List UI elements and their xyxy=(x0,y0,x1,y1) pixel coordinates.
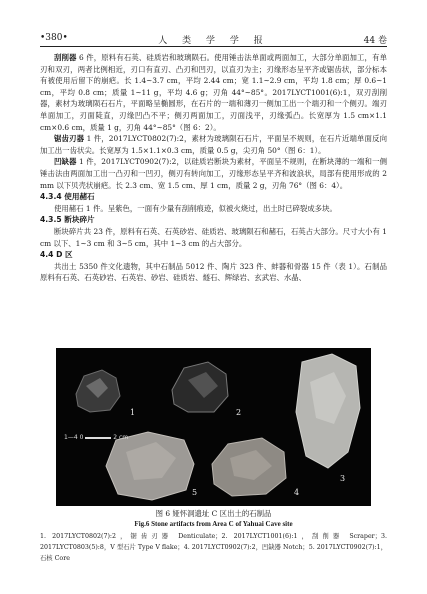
term-scraper: 刮削器 xyxy=(54,53,77,62)
figure-label-1: 1 xyxy=(130,408,136,417)
text-notch: 1 件，2017LYCT0902(7):2，以硅质岩断块为素材，平面呈不规则，在断块薄的一端和一侧锤击法由两面加工出一凸刃和一凹刃，侧刃有转向加工，刃缘形态呈平齐和波浪状，局部有使用形成的 2 mm 以下贝壳状崩疤。长 2.3 cm、宽 1.5 cm、厚 1 cm，质量 2 g，刃角 76°（图 6：4）。 xyxy=(40,157,387,190)
paragraph-scraper xyxy=(40,52,387,133)
scale-line xyxy=(85,435,111,441)
figure-6-photo xyxy=(56,348,371,506)
figure-label-5: 5 xyxy=(192,488,198,497)
stone-4-image xyxy=(206,434,290,500)
text-scraper: 6 件，原料有石英、硅质岩和玻璃陨石。使用锤击法单面或两面加工，大部分单面加工，有单刃和双刃，两者比例相近，刃口有直刃、凸刃和凹刃，以直刃为主；刃缘形态呈平齐或锯齿状，部分标本有被使用后留下的崩疤。长 1.4~3.7 cm，平均 2.44 cm；宽 1.1~2.9 cm，平均 1.8 cm；厚 0.6~1 cm，平均 0.8 cm；质量 1~11 g，平均 4.6 g；刃角 44°~85°。2017LYCT1001(6):1，双刃刮削器，素材为玻璃陨石石片，平面略呈椭圆形，在石片的一端和薄刃一侧加工出一个端刃和一个侧刃。端刃单面加工，刃面陡直，刃缘凹凸不平；侧刃两面加工，刃面浅平，刃缘弧凸。长宽厚为 1.5 cm×1.1 cm×0.6 cm，质量 1 g，刃角 44°~85°（图 6：2）。 xyxy=(40,53,387,132)
running-header xyxy=(40,32,387,47)
paragraph-ochre: 使用赭石 1 件。呈紫色，一面有少量有刮削痕迹，似被火烧过，出土时已碎裂成多块。 xyxy=(54,203,337,213)
scale-label-zero: 0 xyxy=(79,434,84,441)
heading-4-3-5: 4.3.5 断块碎片 xyxy=(40,215,95,225)
figure-caption-en: Fig.6 Stone artifacts from Area C of Yahuai Cave site xyxy=(134,520,293,528)
figure-caption-cn: 图 6 娅怀洞遗址 C 区出土的石制品 xyxy=(155,509,272,518)
term-notch: 凹缺器 xyxy=(54,157,77,167)
scale-bar xyxy=(64,434,128,441)
figure-label-4: 4 xyxy=(294,488,300,497)
heading-4-3-4: 4.3.4 使用赭石 xyxy=(40,192,95,202)
stone-3-image xyxy=(288,352,366,472)
paragraph-notch xyxy=(40,156,387,191)
body-text xyxy=(40,52,387,284)
paragraph-chunks: 断块碎片共 23 件，原料有石英、石英砂岩、硅质岩、玻璃陨石和赭石，石英占大部分。尺寸大小有 1 cm 以下、1~3 cm 和 3~5 cm，其中 1~3 cm 的占大部分。 xyxy=(40,226,387,248)
page-number: •380• xyxy=(40,33,68,43)
scale-unit: 2 cm xyxy=(113,434,129,441)
stone-1-image xyxy=(66,364,126,418)
figure-label-3: 3 xyxy=(340,474,346,483)
journal-title: 人 类 学 学 报 xyxy=(158,36,269,46)
text-denticulate: 1 件，2017LYCT0802(7):2，素材为玻璃陨石石片，平面呈不规则，在石片近端单面反向加工出一齿状尖。长宽厚为 1.5×1.1×0.3 cm，质量 0.5 g，尖刃角 50°（图 6：1）。 xyxy=(40,134,387,155)
term-denticulate: 锯齿刃器 xyxy=(54,134,85,144)
volume-label: 44 卷 xyxy=(363,36,387,46)
paragraph-denticulate xyxy=(40,133,387,156)
paragraph-area-d: 共出土 5350 件文化遗物，其中石制品 5012 件、陶片 323 件、蚌器和骨器 15 件（表 1）。石制品原料有石英、石英砂岩、石英岩、砂岩、硅质岩、燧石、辉绿岩、玄武岩、水晶、 xyxy=(40,261,387,283)
figure-label-2: 2 xyxy=(236,408,242,417)
figure-notes: 1. 2017LYCT0802(7):2，锯齿刃器 Denticulate；2. 2017LYCT1001(6):1，刮削器 Scraper；3. 2017LYCT0803(5):8，V 型石片 Type V flake；4. 2017LYCT0902(7):2，凹缺器 Notch；5. 2017LYCT0902(7):1，石核 Core xyxy=(40,533,387,562)
heading-4-4: 4.4 D 区 xyxy=(40,250,73,260)
stone-2-image xyxy=(164,356,234,418)
scale-label-range: 1—4 xyxy=(64,434,78,441)
